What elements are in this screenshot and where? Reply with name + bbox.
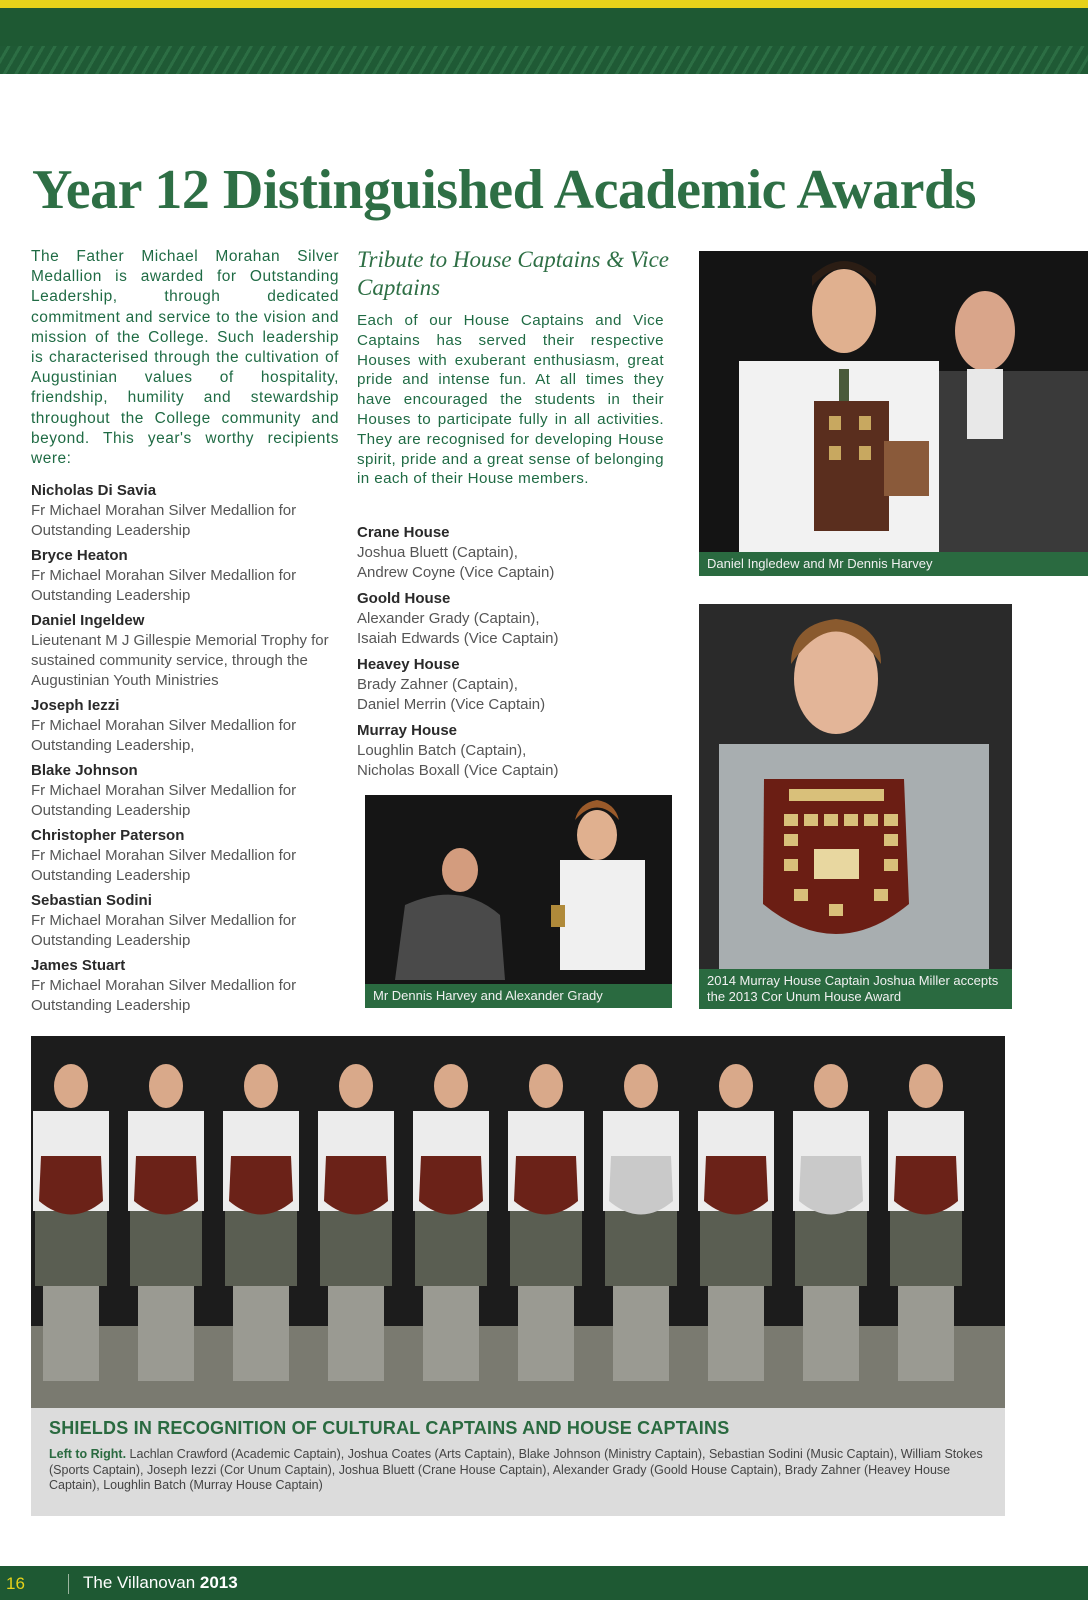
recipient-award: Fr Michael Morahan Silver Medallion for Outstanding Leadership [31,502,297,539]
photo-daniel-ingledew [699,251,1088,576]
photo-caption: Mr Dennis Harvey and Alexander Grady [365,984,672,1008]
house-item [357,655,673,715]
photo-illustration [699,604,1012,1009]
house-name: Goold House [357,590,451,607]
publication-name [83,1573,238,1593]
house-item [357,721,673,781]
page-title: Year 12 Distinguished Academic Awards [32,159,976,221]
recipient-name: James Stuart [31,957,126,974]
recipients-list [31,481,351,1021]
recipient-award: Fr Michael Morahan Silver Medallion for Outstanding Leadership [31,847,297,884]
recipient-item [31,696,351,756]
photo-dennis-harvey-alexander-grady [365,795,672,1008]
photo-illustration [699,251,1088,576]
house-item [357,589,673,649]
house-captain: Joshua Bluett (Captain), [357,544,518,561]
group-caption-names: Lachlan Crawford (Academic Captain), Joshua Coates (Arts Captain), Blake Johnson (Ministry Captain), Sebastian Sodini (Music Captain), William Stokes (Sports Captain), Joseph Iezzi (Cor Unum Captain), Joshua Bluett (Crane House Captain), Alexander Grady (Goold House Captain), Brady Zahner (Heavey House Captain), Loughlin Batch (Murray House Captain) [49,1447,983,1492]
house-captain: Alexander Grady (Captain), [357,610,540,627]
photo-illustration [31,1036,1005,1408]
recipient-award: Fr Michael Morahan Silver Medallion for Outstanding Leadership [31,567,297,604]
student-figure [603,1064,679,1381]
recipient-name: Sebastian Sodini [31,892,152,909]
recipient-item [31,891,351,951]
recipient-name: Nicholas Di Savia [31,482,157,499]
house-name: Crane House [357,524,450,541]
recipient-item [31,611,351,691]
tribute-paragraph: Each of our House Captains and Vice Captains has served their respective Houses with exuberant enthusiasm, great pride and intense fun. At all times they have encouraged the students in their Houses to participate fully in all activities. They are recognised for developing House spirit, pride and a great sense of belonging in each of their House members. [357,312,664,488]
student-figure [223,1064,299,1381]
house-vice-captain: Nicholas Boxall (Vice Captain) [357,762,559,779]
photo-group-shields [31,1036,1005,1408]
house-vice-captain: Isaiah Edwards (Vice Captain) [357,630,559,647]
publication-title: The Villanovan [83,1573,196,1592]
tribute-heading: Tribute to House Captains & Vice Captains [357,247,669,300]
photo-caption: 2014 Murray House Captain Joshua Miller accepts the 2013 Cor Unum House Award [699,969,1012,1009]
photo-illustration [365,795,672,1008]
footer-divider [68,1574,69,1594]
student-figure [318,1064,394,1381]
recipient-name: Christopher Paterson [31,827,185,844]
group-caption-heading: SHIELDS IN RECOGNITION OF CULTURAL CAPTAINS AND HOUSE CAPTAINS [49,1418,730,1438]
house-item [357,523,673,583]
student-figure [793,1064,869,1381]
recipient-item [31,761,351,821]
recipient-award: Lieutenant M J Gillespie Memorial Trophy for sustained community service, through the Augustinian Youth Ministries [31,632,329,689]
houses-list [357,523,673,787]
recipient-award: Fr Michael Morahan Silver Medallion for Outstanding Leadership, [31,717,297,754]
recipient-name: Bryce Heaton [31,547,128,564]
group-caption-lead: Left to Right. [49,1447,127,1461]
recipient-name: Blake Johnson [31,762,138,779]
top-green-band-solid [0,8,1088,46]
house-vice-captain: Daniel Merrin (Vice Captain) [357,696,546,713]
photo-joshua-miller [699,604,1012,1009]
top-yellow-stripe [0,0,1088,8]
photo-caption: Daniel Ingledew and Mr Dennis Harvey [699,552,1088,576]
group-caption-body [49,1447,987,1494]
tribute-section [357,246,673,489]
recipient-award: Fr Michael Morahan Silver Medallion for Outstanding Leadership [31,782,297,819]
house-name: Murray House [357,722,458,739]
house-captain: Brady Zahner (Captain), [357,676,518,693]
group-caption [31,1408,1005,1516]
recipient-item [31,826,351,886]
student-figure [413,1064,489,1381]
student-figure [698,1064,774,1381]
student-figure [33,1064,109,1381]
recipient-award: Fr Michael Morahan Silver Medallion for Outstanding Leadership [31,912,297,949]
publication-year: 2013 [199,1573,238,1592]
recipient-item [31,956,351,1016]
house-name: Heavey House [357,656,460,673]
student-figure [128,1064,204,1381]
page-number: 16 [6,1574,25,1593]
recipient-item [31,546,351,606]
recipient-award: Fr Michael Morahan Silver Medallion for Outstanding Leadership [31,977,297,1014]
house-vice-captain: Andrew Coyne (Vice Captain) [357,564,555,581]
recipient-name: Daniel Ingeldew [31,612,145,629]
student-figure [508,1064,584,1381]
house-captain: Loughlin Batch (Captain), [357,742,527,759]
intro-paragraph: The Father Michael Morahan Silver Medallion is awarded for Outstanding Leadership, through dedicated commitment and service to the vision and mission of the College. Such leadership is characterised through the cultivation of Augustinian values of hospitality, friendship, humility and stewardship throughout the College community and beyond. This year's worthy recipients were: [31,248,339,468]
recipient-item [31,481,351,541]
student-figure [888,1064,964,1381]
recipient-name: Joseph Iezzi [31,697,120,714]
